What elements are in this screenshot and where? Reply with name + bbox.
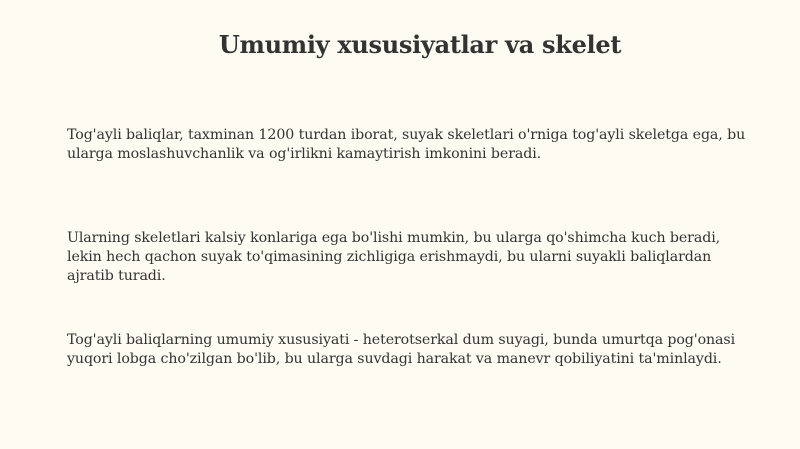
paragraph-2: Ularning skeletlari kalsiy konlariga ega bo'lishi mumkin, bu ularga qo'shimcha kuch beradi, lekin hech qachon suyak to'qimasining zichligiga erishmaydi, bu ularni suyakli baliqlardan ajratib turadi. <box>67 230 721 284</box>
paragraph-1: Tog'ayli baliqlar, taxminan 1200 turdan iborat, suyak skeletlari o'rniga tog'ayli skeletga ega, bu ularga moslashuvchanlik va og'irlikni kamaytirish imkonini beradi. <box>67 127 746 162</box>
slide-title: Umumiy xususiyatlar va skelet <box>218 30 622 59</box>
paragraph-3: Tog'ayli baliqlarning umumiy xususiyati - heterotserkal dum suyagi, bunda umurtqa pog'onasi yuqori lobga cho'zilgan bo'lib, bu ularga suvdagi harakat va manevr qobiliyatini ta'minlaydi. <box>67 332 736 367</box>
